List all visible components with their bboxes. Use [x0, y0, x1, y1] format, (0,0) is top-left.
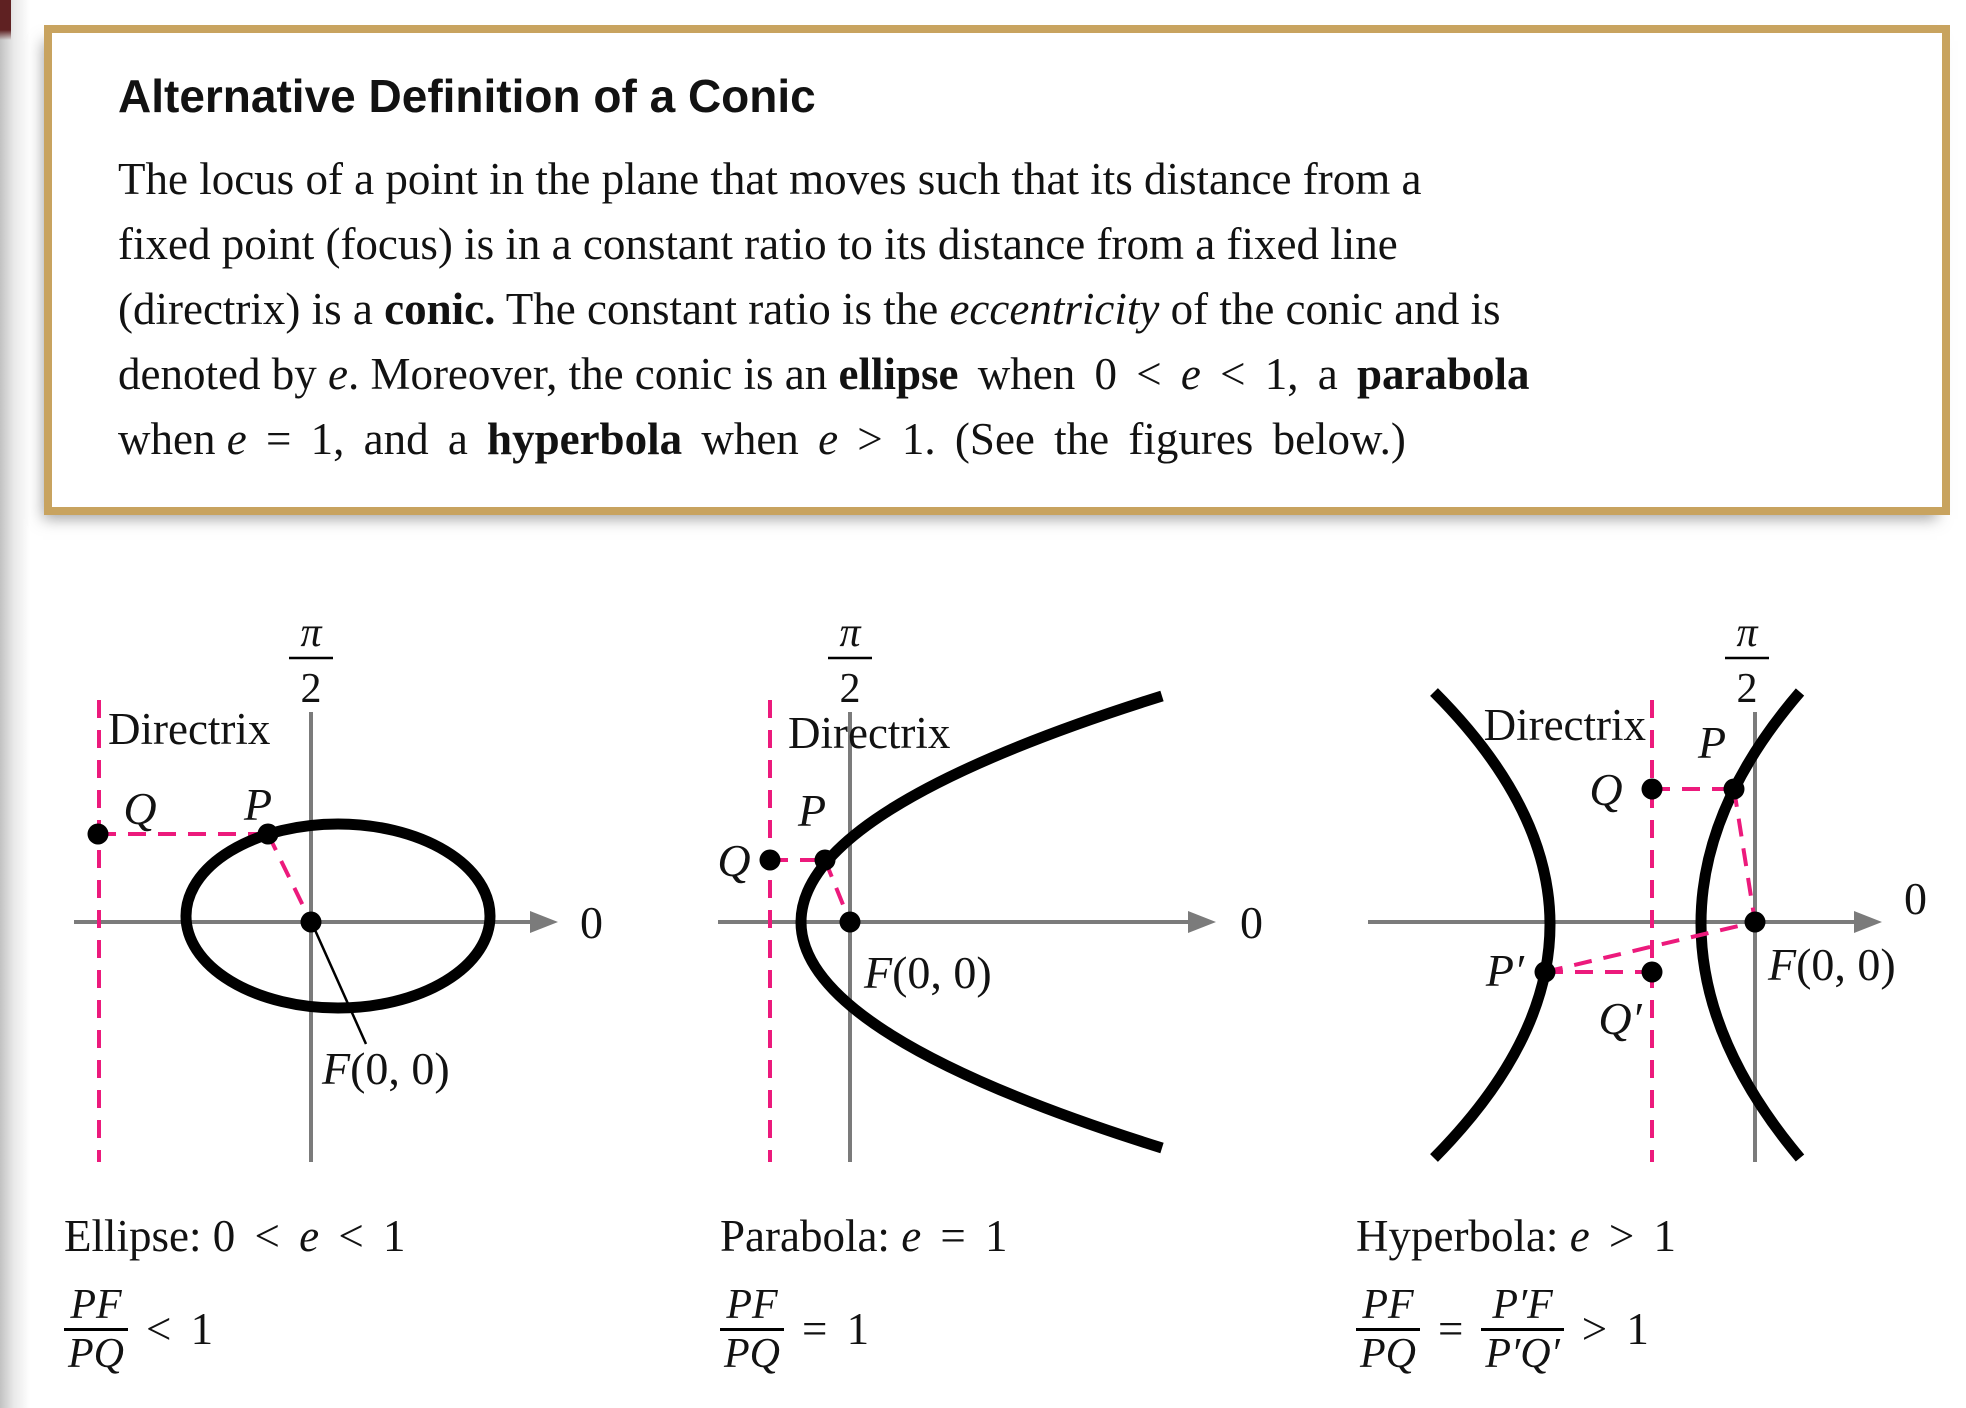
- fraction-denominator: P′Q′: [1485, 1330, 1560, 1377]
- ellipse-pi-numerator: π: [300, 610, 322, 656]
- fraction-numerator: PF: [1362, 1282, 1414, 1328]
- parabola-directrix-label: Directrix: [788, 708, 951, 758]
- parabola-Q-label: Q: [717, 835, 751, 886]
- ellipse-axis-arrowhead: [530, 911, 558, 933]
- parabola-pi-denominator: 2: [839, 666, 861, 712]
- ellipse-formula: [64, 1282, 664, 1377]
- ellipse-P-label: P: [243, 779, 273, 830]
- hyperbola-axis-arrowhead: [1854, 911, 1882, 933]
- ellipse-focus-dot: [301, 912, 322, 933]
- parabola-point-P-dot: [815, 850, 836, 871]
- hyperbola-figure: [1368, 610, 1927, 1162]
- definition-body-line: fixed point (focus) is in a constant ratio to its distance from a fixed line: [118, 219, 1398, 269]
- hyperbola-Pprime-label: P′: [1485, 945, 1524, 996]
- ellipse-directrix-label: Directrix: [108, 704, 271, 754]
- hyperbola-formula-relation: > 1: [1581, 1304, 1649, 1355]
- ellipse-figure: [74, 610, 603, 1162]
- hyperbola-PF-segment: [1734, 789, 1755, 922]
- hyperbola-fraction-2: [1481, 1282, 1563, 1377]
- hyperbola-zero-label: 0: [1904, 873, 1927, 924]
- definition-body-line: The locus of a point in the plane that moves such that its distance from a: [118, 154, 1422, 204]
- parabola-pi-numerator: π: [839, 610, 861, 656]
- definition-body-line: denoted by e. Moreover, the conic is an ellipse when 0 < e < 1, a parabola: [118, 349, 1530, 399]
- fraction-numerator: PF: [70, 1282, 122, 1328]
- parabola-caption-line: Parabola: e = 1: [720, 1211, 1008, 1261]
- ellipse-fraction: [64, 1282, 128, 1377]
- hyperbola-caption: [1356, 1212, 1956, 1377]
- hyperbola-Q-label: Q: [1589, 764, 1623, 815]
- hyperbola-fraction-1: [1356, 1282, 1420, 1377]
- ellipse-focus-pointer-line: [315, 930, 366, 1044]
- parabola-formula-relation: = 1: [802, 1304, 870, 1355]
- parabola-formula: [720, 1282, 1320, 1377]
- hyperbola-left-branch: [1434, 692, 1550, 1158]
- fraction-denominator: PQ: [68, 1330, 124, 1377]
- fraction-denominator: PQ: [724, 1330, 780, 1377]
- parabola-figure: [717, 610, 1263, 1162]
- ellipse-focus-label: F(0, 0): [322, 1043, 450, 1094]
- parabola-focus-dot: [840, 912, 861, 933]
- hyperbola-formula: [1356, 1282, 1956, 1377]
- hyperbola-pi-denominator: 2: [1736, 666, 1758, 712]
- fraction-denominator: PQ: [1360, 1330, 1416, 1377]
- hyperbola-point-P-dot: [1724, 779, 1745, 800]
- hyperbola-point-Q-dot: [1642, 779, 1663, 800]
- ellipse-point-Q-dot: [88, 824, 109, 845]
- ellipse-pi-denominator: 2: [300, 666, 322, 712]
- fraction-numerator: PF: [726, 1282, 778, 1328]
- hyperbola-directrix-label: Directrix: [1483, 700, 1646, 750]
- ellipse-zero-label: 0: [580, 897, 603, 948]
- ellipse-caption: [64, 1212, 664, 1377]
- hyperbola-focus-dot: [1745, 912, 1766, 933]
- hyperbola-point-Qprime-dot: [1642, 962, 1663, 983]
- hyperbola-formula-equals: =: [1438, 1304, 1464, 1355]
- definition-title: Alternative Definition of a Conic: [118, 70, 816, 122]
- hyperbola-focus-label: F(0, 0): [1768, 939, 1896, 990]
- hyperbola-caption-line: Hyperbola: e > 1: [1356, 1211, 1677, 1261]
- ellipse-Q-label: Q: [123, 783, 157, 834]
- ellipse-formula-relation: < 1: [146, 1304, 214, 1355]
- hyperbola-point-Pprime-dot: [1535, 962, 1556, 983]
- hyperbola-Qprime-label: Q′: [1598, 993, 1642, 1044]
- parabola-axis-arrowhead: [1188, 911, 1216, 933]
- parabola-zero-label: 0: [1240, 897, 1263, 948]
- ellipse-caption-line: Ellipse: 0 < e < 1: [64, 1211, 406, 1261]
- parabola-focus-label: F(0, 0): [864, 947, 992, 998]
- ellipse-PF-segment: [268, 834, 311, 922]
- fraction-numerator: P′F: [1492, 1282, 1553, 1328]
- parabola-point-Q-dot: [760, 850, 781, 871]
- definition-body-line: when e = 1, and a hyperbola when e > 1. (See the figures below.): [118, 414, 1406, 464]
- hyperbola-pi-numerator: π: [1736, 610, 1758, 656]
- parabola-fraction: [720, 1282, 784, 1377]
- hyperbola-P-label: P: [1697, 717, 1727, 768]
- definition-body-line: (directrix) is a conic. The constant ratio is the eccentricity of the conic and is: [118, 284, 1501, 334]
- parabola-caption: [720, 1212, 1320, 1377]
- parabola-P-label: P: [797, 785, 827, 836]
